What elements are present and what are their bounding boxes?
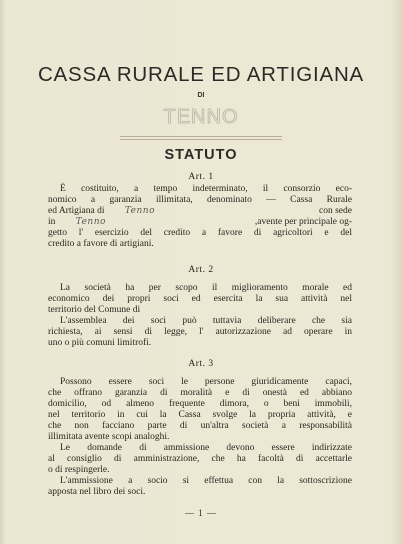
article-2-line-3: territorio del Comune di bbox=[48, 305, 141, 315]
statute-heading: STATUTO bbox=[164, 147, 238, 163]
article-3-line-7: Le domande di ammissione devono essere indirizzate bbox=[60, 443, 352, 453]
article-1-line-2: nomico a garanzia illimitata, denominato — Cassa Rurale bbox=[48, 195, 352, 205]
document-title: CASSA RURALE ED ARTIGIANA bbox=[37, 63, 365, 86]
article-1-line-6: credito a favore di artigiani. bbox=[48, 239, 154, 249]
article-1-line-3 bbox=[48, 206, 352, 217]
article-3-line-2: che offrano garanzia di moralità e di onestà ed abbiano bbox=[48, 388, 352, 398]
article-3-line-4: nel territorio in cui la Cassa svolge la propria attività, e bbox=[48, 410, 352, 420]
article-2-line-5: richiesta, ai sensi di legge, l' autorizzazione ad operare in bbox=[48, 327, 352, 337]
article-3-line-8: al consiglio di amministrazione, che ha facoltà di accettarle bbox=[48, 454, 352, 464]
article-3-line-11: apposta nel libro dei soci. bbox=[48, 487, 146, 497]
article-1-label: Art. 1 bbox=[188, 172, 214, 182]
article-3-line-3: domicilio, od almeno frequente dimora, o beni immobili, bbox=[48, 399, 352, 409]
article-3-line-9: o di respingerle. bbox=[48, 465, 110, 475]
article-1-line-4-end: ,avente per principale og- bbox=[254, 217, 352, 227]
article-1-line-4 bbox=[48, 217, 352, 228]
handwritten-town-name: Tenno bbox=[124, 206, 155, 216]
article-1-line-5: getto l' esercizio del credito a favore di agricoltori e del bbox=[48, 228, 352, 238]
article-2-line-4: L'assemblea dei soci può tuttavia deliberare che sia bbox=[60, 316, 352, 326]
article-2-label: Art. 2 bbox=[188, 265, 214, 275]
article-1-line-1: È costituito, a tempo indeterminato, il consorzio eco- bbox=[60, 184, 352, 194]
page-number: — 1 — bbox=[185, 508, 217, 518]
article-3-line-1: Possono essere soci le persone giuridicamente capaci, bbox=[60, 377, 352, 387]
article-3-line-6: illimitata avente scopi analoghi. bbox=[48, 432, 170, 442]
article-2-line-1: La società ha per scopo il miglioramento morale ed bbox=[60, 283, 352, 293]
separator-rule-top bbox=[120, 136, 282, 137]
article-3-label: Art. 3 bbox=[188, 359, 214, 369]
handwritten-seat-name: Tenno bbox=[75, 217, 106, 227]
article-3-line-10: L'ammissione a socio si effettua con la sottoscrizione bbox=[60, 476, 352, 486]
title-preposition: DI bbox=[197, 92, 205, 99]
article-1-line-3-text: ed Artigiana di bbox=[48, 206, 105, 216]
article-2-line-6: uno o più comuni limitrofi. bbox=[48, 338, 152, 348]
place-name-stamp: TENNO bbox=[163, 106, 239, 128]
article-2-line-2: economico dei propri soci ed esercita la sua attività nel bbox=[48, 294, 352, 304]
article-3-line-5: che non facciano parte di un'altra società a responsabilità bbox=[48, 421, 352, 431]
article-1-line-4-text: in bbox=[48, 217, 56, 227]
article-1-line-3-end: con sede bbox=[319, 206, 352, 216]
separator-rule-bottom bbox=[120, 139, 282, 140]
